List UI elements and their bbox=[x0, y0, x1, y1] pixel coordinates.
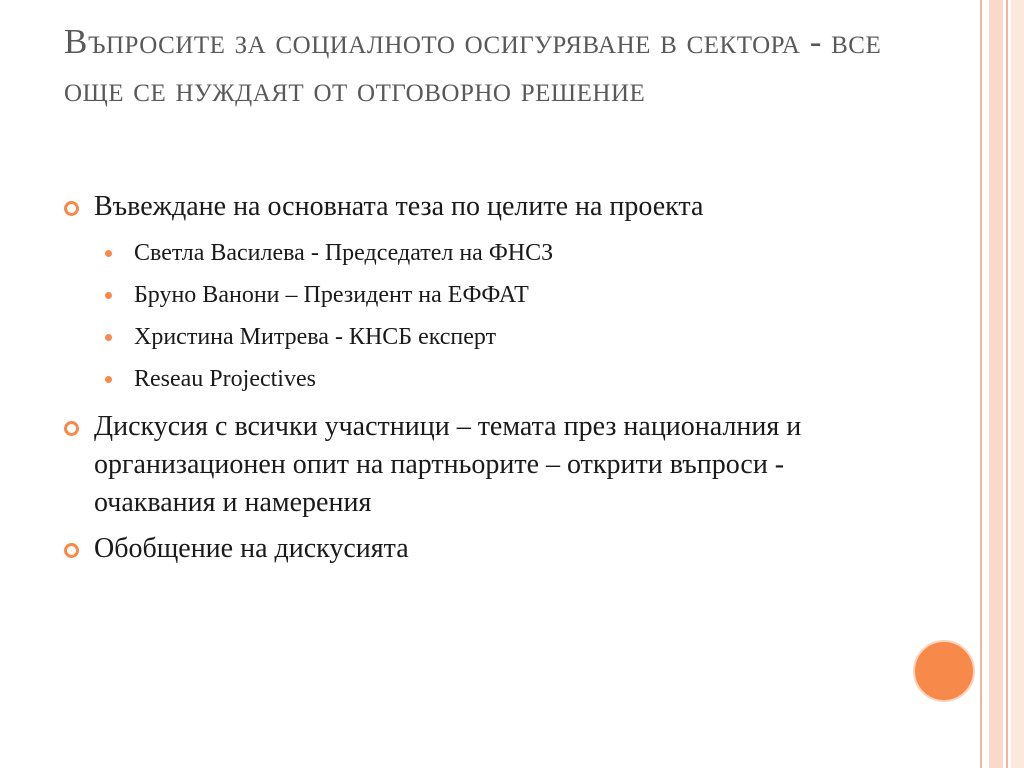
sub-bullet-item bbox=[64, 232, 864, 274]
stripe bbox=[1006, 0, 1008, 768]
bullet-item bbox=[64, 408, 864, 522]
slide-title: Въпросите за социалното осигуряване в сектора - все още се нуждаят от отговорно решение bbox=[64, 22, 882, 109]
dot-bullet-icon bbox=[105, 292, 112, 299]
sub-bullet-item bbox=[64, 274, 864, 316]
sub-bullet-text: Бруно Ванони – Президент на ЕФФАТ bbox=[134, 282, 529, 308]
bullet-item bbox=[64, 530, 864, 568]
sub-bullet-item bbox=[64, 316, 864, 358]
sub-bullet-text: Светла Василева - Председател на ФНСЗ bbox=[134, 240, 554, 266]
decorative-stripes bbox=[980, 0, 1024, 768]
bullet-text: Обобщение на дискусията bbox=[94, 533, 409, 564]
stripe bbox=[1011, 0, 1024, 768]
bullet-text: Въвеждане на основната теза по целите на проекта bbox=[94, 191, 704, 222]
sub-bullet-text: Христина Митрева - КНСБ експерт bbox=[134, 324, 497, 350]
bullet-item bbox=[64, 188, 864, 226]
slide-content bbox=[64, 188, 864, 568]
stripe bbox=[980, 0, 982, 768]
dot-bullet-icon bbox=[105, 250, 112, 257]
ring-bullet-icon bbox=[64, 421, 79, 436]
decorative-circle bbox=[913, 640, 975, 702]
ring-bullet-icon bbox=[64, 201, 79, 216]
ring-bullet-icon bbox=[64, 543, 79, 558]
dot-bullet-icon bbox=[105, 334, 112, 341]
stripe bbox=[989, 0, 1003, 768]
sub-bullet-text: Reseau Projectives bbox=[134, 366, 316, 392]
dot-bullet-icon bbox=[105, 376, 112, 383]
bullet-text: Дискусия с всички участници – темата през националния и организационен опит на партньорите – открити въпроси - очаквания и намерения bbox=[94, 411, 802, 518]
sub-bullet-item bbox=[64, 358, 864, 400]
